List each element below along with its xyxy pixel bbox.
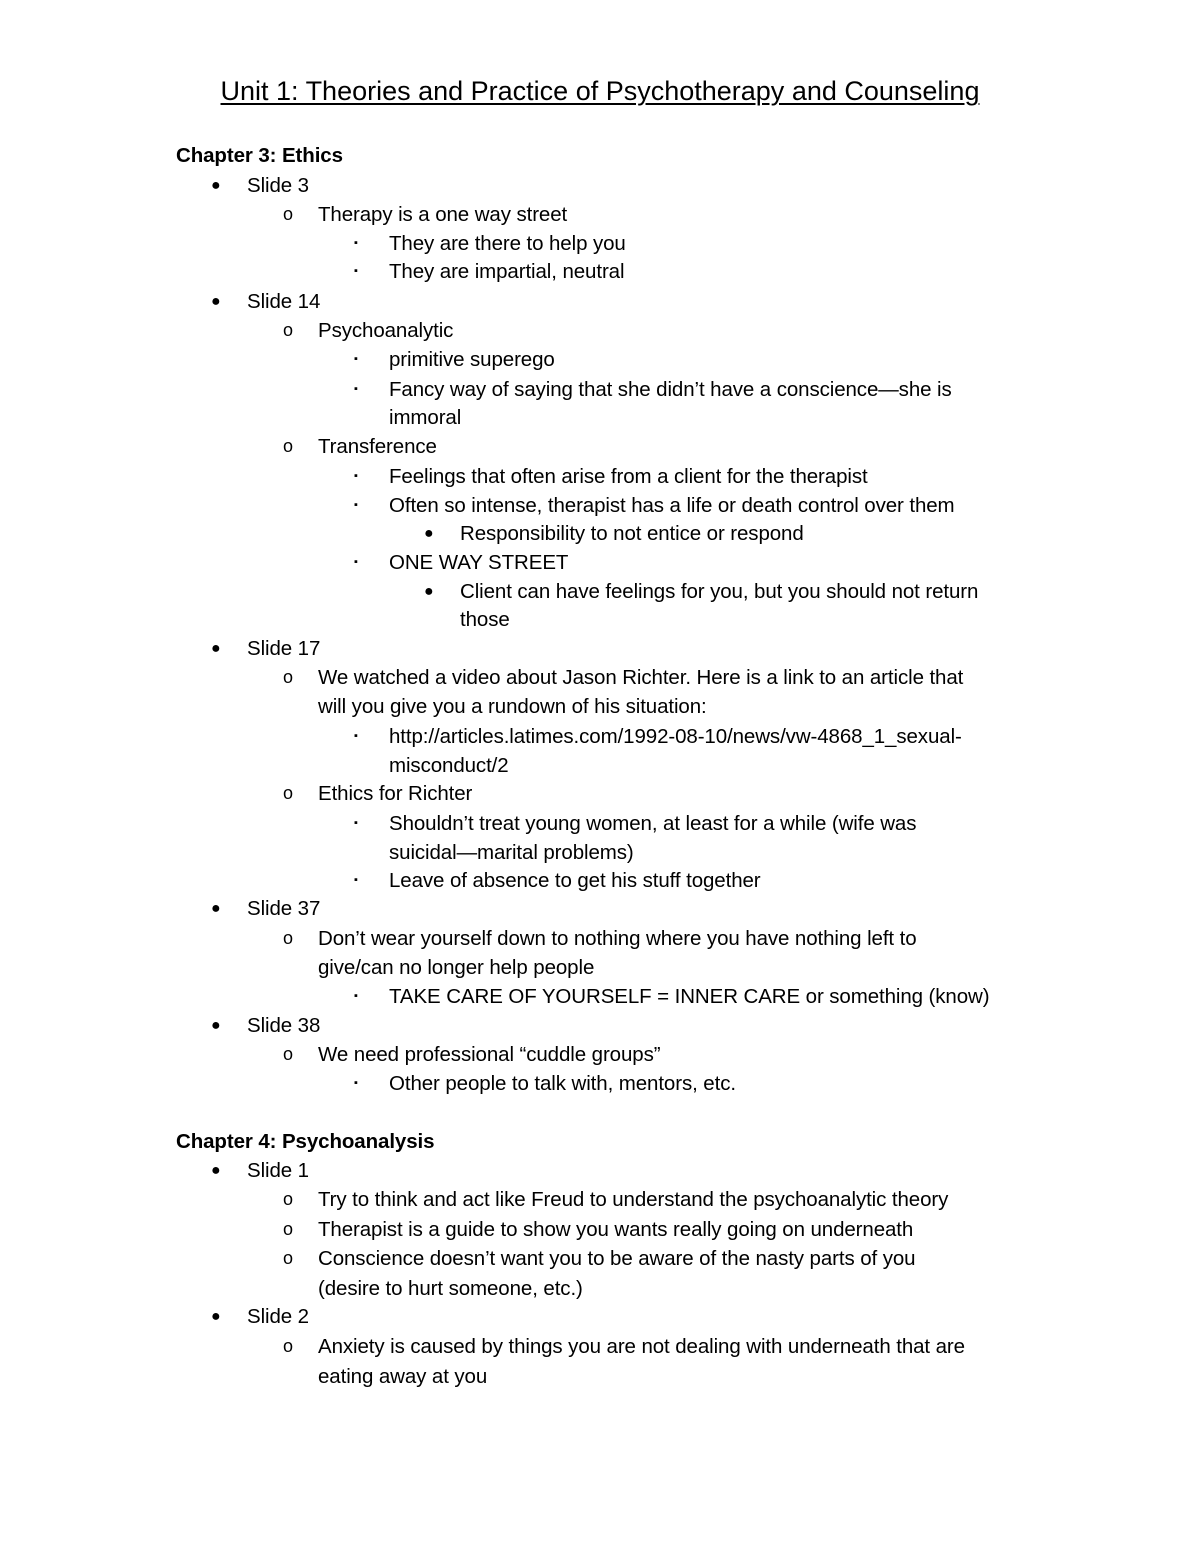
page-title: Unit 1: Theories and Practice of Psychotherapy and Counseling: [220, 76, 980, 106]
line-text: Often so intense, therapist has a life or death control over them: [389, 494, 955, 517]
bullet-marker: ●: [211, 1162, 221, 1179]
slide-item: [211, 1156, 309, 1185]
bullet-marker: ▪: [354, 817, 358, 829]
line-text: will you give you a rundown of his situation:: [318, 695, 707, 718]
slide-item: [211, 1302, 309, 1331]
bullet-marker: ▪: [354, 874, 358, 886]
bullet-marker: ●: [211, 1308, 221, 1325]
line-text: Responsibility to not entice or respond: [460, 522, 804, 545]
line-text: Don’t wear yourself down to nothing where you have nothing left to: [318, 927, 917, 950]
bullet-marker: ●: [424, 583, 434, 600]
outline-item: [283, 1040, 661, 1069]
bullet-marker: ▪: [354, 470, 358, 482]
outline-item: [283, 316, 454, 345]
line-text: TAKE CARE OF YOURSELF = INNER CARE or something (know): [389, 985, 990, 1008]
bullet-marker: ▪: [354, 556, 358, 568]
line-text: Client can have feelings for you, but you should not return: [460, 580, 979, 603]
line-text: Ethics for Richter: [318, 782, 473, 805]
bullet-marker: ▪: [354, 353, 358, 365]
bullet-marker: o: [283, 667, 293, 687]
bullet-marker: o: [283, 1219, 293, 1239]
line-text: They are impartial, neutral: [389, 260, 625, 283]
sub-item: [354, 1069, 736, 1098]
outline-item: [283, 1332, 965, 1361]
slide-item: [211, 1011, 321, 1040]
line-text: Therapist is a guide to show you wants really going on underneath: [318, 1218, 914, 1241]
bullet-marker: o: [283, 436, 293, 456]
line-text: Slide 3: [247, 174, 309, 197]
line-text: http://articles.latimes.com/1992-08-10/news/vw-4868_1_sexual-: [389, 725, 962, 748]
line-text: Conscience doesn’t want you to be aware of the nasty parts of you: [318, 1247, 916, 1270]
bullet-marker: ▪: [354, 990, 358, 1002]
line-text: We need professional “cuddle groups”: [318, 1043, 661, 1066]
sub-item: [354, 229, 626, 258]
line-text: immoral: [389, 406, 462, 429]
detail-item: [424, 519, 804, 548]
line-text: Therapy is a one way street: [318, 203, 568, 226]
bullet-marker: ▪: [354, 730, 358, 742]
bullet-marker: ▪: [354, 499, 358, 511]
chapter-heading: [176, 1127, 434, 1156]
line-text: those: [460, 608, 510, 631]
bullet-marker: o: [283, 1248, 293, 1268]
line-text: Slide 38: [247, 1014, 321, 1037]
outline-item-continuation: [318, 1274, 583, 1303]
line-text: Slide 1: [247, 1159, 309, 1182]
sub-item: [354, 345, 555, 374]
bullet-marker: o: [283, 928, 293, 948]
bullet-marker: o: [283, 783, 293, 803]
outline-item: [283, 663, 964, 692]
detail-item-continuation: [460, 605, 510, 634]
outline-item: [283, 1215, 914, 1244]
line-text: Anxiety is caused by things you are not dealing with underneath that are: [318, 1335, 965, 1358]
line-text: misconduct/2: [389, 754, 509, 777]
chapter-heading: [176, 141, 343, 170]
slide-item: [211, 634, 321, 663]
line-text: Feelings that often arise from a client for the therapist: [389, 465, 868, 488]
bullet-marker: ●: [211, 900, 221, 917]
line-text: Slide 14: [247, 290, 321, 313]
sub-item-continuation: [389, 751, 509, 780]
bullet-marker: ●: [211, 640, 221, 657]
bullet-marker: ▪: [354, 1077, 358, 1089]
bullet-marker: ▪: [354, 383, 358, 395]
bullet-marker: ●: [211, 1017, 221, 1034]
outline-item: [283, 432, 437, 461]
sub-item: [354, 491, 955, 520]
outline-item: [283, 200, 568, 229]
line-text: Leave of absence to get his stuff together: [389, 869, 761, 892]
line-text: Slide 37: [247, 897, 321, 920]
sub-item: [354, 257, 625, 286]
line-text: Try to think and act like Freud to understand the psychoanalytic theory: [318, 1188, 949, 1211]
line-text: Chapter 3: Ethics: [176, 144, 343, 167]
line-text: (desire to hurt someone, etc.): [318, 1277, 583, 1300]
line-text: give/can no longer help people: [318, 956, 595, 979]
outline-item: [283, 1244, 916, 1273]
line-text: Other people to talk with, mentors, etc.: [389, 1072, 736, 1095]
sub-item: [354, 982, 990, 1011]
outline-item: [283, 1185, 949, 1214]
line-text: Shouldn’t treat young women, at least for a while (wife was: [389, 812, 917, 835]
bullet-marker: o: [283, 1044, 293, 1064]
sub-item-continuation: [389, 838, 634, 867]
line-text: Psychoanalytic: [318, 319, 454, 342]
bullet-marker: o: [283, 320, 293, 340]
line-text: suicidal—marital problems): [389, 841, 634, 864]
line-text: Slide 2: [247, 1305, 309, 1328]
outline-item: [283, 779, 473, 808]
slide-item: [211, 287, 321, 316]
line-text: primitive superego: [389, 348, 555, 371]
bullet-marker: o: [283, 1189, 293, 1209]
sub-item: [354, 866, 761, 895]
bullet-marker: ●: [211, 177, 221, 194]
bullet-marker: ▪: [354, 237, 358, 249]
detail-item: [424, 577, 979, 606]
line-text: Fancy way of saying that she didn’t have a conscience—she is: [389, 378, 952, 401]
slide-item: [211, 894, 321, 923]
sub-item-continuation: [389, 403, 461, 432]
bullet-marker: o: [283, 1336, 293, 1356]
outline-item-continuation: [318, 953, 594, 982]
sub-item: [354, 548, 569, 577]
outline-item-continuation: [318, 1362, 487, 1391]
line-text: Chapter 4: Psychoanalysis: [176, 1130, 435, 1153]
bullet-marker: o: [283, 204, 293, 224]
bullet-marker: ●: [211, 293, 221, 310]
line-text: We watched a video about Jason Richter. Here is a link to an article that: [318, 666, 964, 689]
outline-item: [283, 924, 917, 953]
sub-item: [354, 462, 868, 491]
outline-item-continuation: [318, 692, 707, 721]
sub-item: [354, 809, 917, 838]
sub-item: [354, 375, 952, 404]
bullet-marker: ●: [424, 525, 434, 542]
line-text: eating away at you: [318, 1365, 488, 1388]
bullet-marker: ▪: [354, 265, 358, 277]
line-text: ONE WAY STREET: [389, 551, 569, 574]
sub-item: [354, 722, 962, 751]
line-text: Transference: [318, 435, 437, 458]
line-text: Slide 17: [247, 637, 321, 660]
line-text: They are there to help you: [389, 232, 626, 255]
slide-item: [211, 171, 309, 200]
